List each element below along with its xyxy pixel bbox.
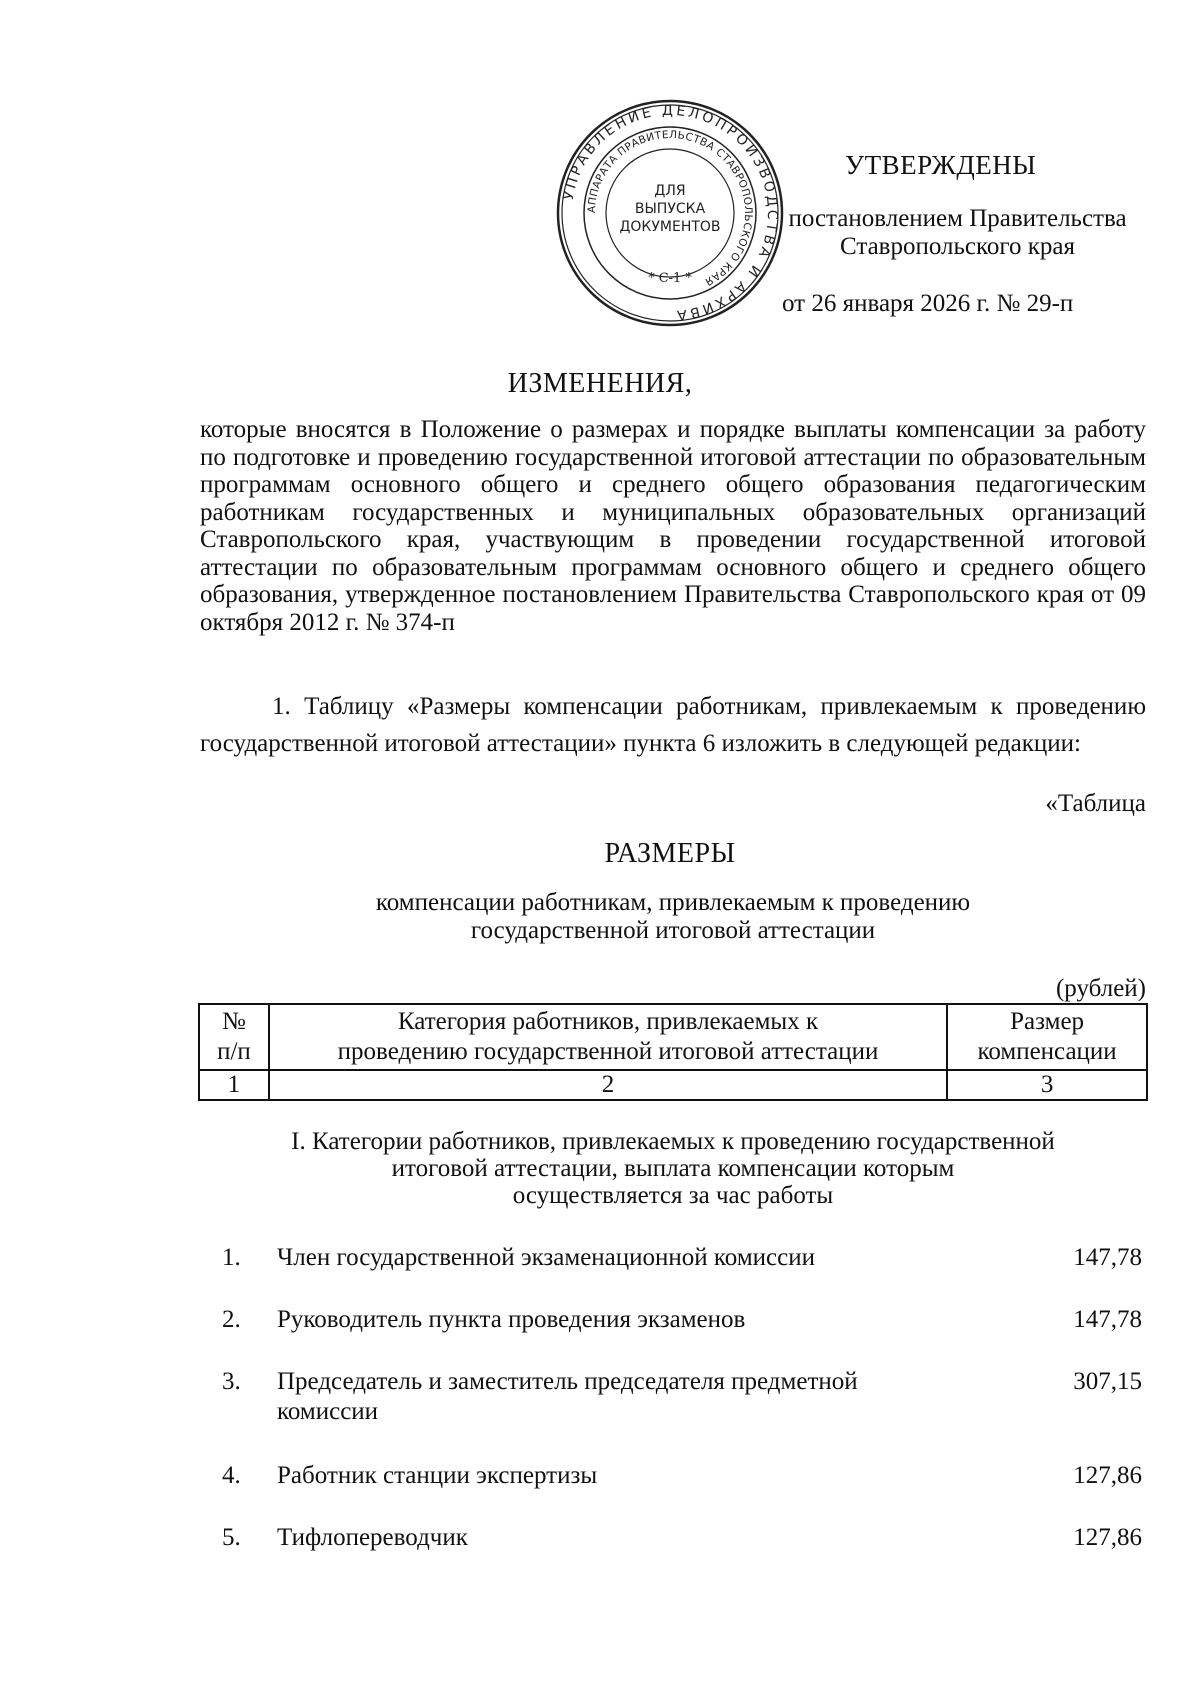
header-amount-line1: Размер xyxy=(1010,1008,1085,1035)
row-amount: 127,86 xyxy=(1073,1462,1142,1489)
section-heading xyxy=(200,1128,1146,1209)
stamp-inner-text: АППАРАТА ПРАВИТЕЛЬСТВА СТАВРОПОЛЬСКОГО КРАЯ xyxy=(585,128,755,288)
header-number-line1: № xyxy=(221,1008,246,1035)
row-number: 1. xyxy=(222,1244,241,1271)
document-subtitle: которые вносятся в Положение о размерах и порядке выплаты компенсации за работу по подготовке и проведению государственной итоговой аттестации по образовательным программам основного общего и среднего общего образования педагогическим работникам государственных и муниципальных образовательных организаций Ставропольского края, участвующим в проведении государственной итоговой аттестации по образовательным программам основного общего и среднего общего образования, утвержденное постановлением Правительства Ставропольского края от 09 октября 2012 г. № 374-п xyxy=(200,416,1146,636)
stamp-outer-text: УПРАВЛЕНИЕ ДЕЛОПРОИЗВОДСТВА И АРХИВА xyxy=(560,102,781,324)
table-unit: (рублей) xyxy=(1055,975,1146,1002)
header-number xyxy=(199,1004,269,1070)
table-header xyxy=(198,1003,1148,1101)
approval-date: от 26 января 2026 г. № 29-п xyxy=(782,290,1074,317)
row-category: Работник станции экспертизы xyxy=(277,1462,598,1489)
table-subtitle-line1: компенсации работникам, привлекаемым к проведению xyxy=(375,889,971,916)
column-number-1: 1 xyxy=(199,1070,269,1100)
row-amount: 127,86 xyxy=(1073,1524,1142,1551)
table-subtitle-line2: государственной итоговой аттестации xyxy=(470,917,876,944)
row-amount: 147,78 xyxy=(1073,1306,1142,1333)
row-number: 2. xyxy=(222,1306,241,1333)
row-category: Тифлопереводчик xyxy=(277,1524,468,1551)
row-category: Член государственной экзаменационной комиссии xyxy=(277,1244,815,1271)
table-caption: «Таблица xyxy=(1045,790,1146,817)
section-heading-line3: осуществляется за час работы xyxy=(512,1182,834,1209)
document-title: ИЗМЕНЕНИЯ, xyxy=(507,368,693,399)
row-number: 4. xyxy=(222,1462,241,1489)
approval-line1: постановлением Правительства xyxy=(788,205,1127,232)
row-category: Руководитель пункта проведения экзаменов xyxy=(277,1306,746,1333)
header-amount-line2: компенсации xyxy=(977,1038,1117,1065)
row-number: 5. xyxy=(222,1524,241,1551)
header-amount xyxy=(947,1004,1147,1070)
stamp-seal-icon xyxy=(555,98,785,328)
header-category xyxy=(269,1004,947,1070)
section-heading-line1: I. Категории работников, привлекаемых к проведению государственной xyxy=(291,1128,1055,1155)
stamp-center-line1: ДЛЯ xyxy=(654,183,686,199)
stamp-code: * С-1 * xyxy=(648,271,692,286)
official-stamp xyxy=(555,98,785,328)
header-category-line2: проведению государственной итоговой аттестации xyxy=(337,1038,879,1065)
stamp-center-line3: ДОКУМЕНТОВ xyxy=(619,219,721,235)
stamp-center-line2: ВЫПУСКА xyxy=(634,201,706,217)
row-category: Председатель и заместитель председателя предметной комиссии xyxy=(277,1368,858,1425)
header-number-line2: п/п xyxy=(217,1038,251,1065)
row-amount: 147,78 xyxy=(1073,1244,1142,1271)
row-number: 3. xyxy=(222,1368,241,1395)
approval-title: УТВЕРЖДЕНЫ xyxy=(845,150,1037,180)
section-heading-line2: итоговой аттестации, выплата компенсации которым xyxy=(391,1155,955,1182)
column-number-3: 3 xyxy=(947,1070,1147,1100)
header-category-line1: Категория работников, привлекаемых к xyxy=(397,1008,819,1035)
column-number-2: 2 xyxy=(269,1070,947,1100)
approval-line2: Ставропольского края xyxy=(840,233,1075,260)
row-amount: 307,15 xyxy=(1073,1368,1142,1395)
table-title: РАЗМЕРЫ xyxy=(604,838,736,869)
amendment-paragraph: 1. Таблицу «Размеры компенсации работникам, привлекаемым к проведению государственной итоговой аттестации» пункта 6 изложить в следующей редакции: xyxy=(200,693,1146,757)
